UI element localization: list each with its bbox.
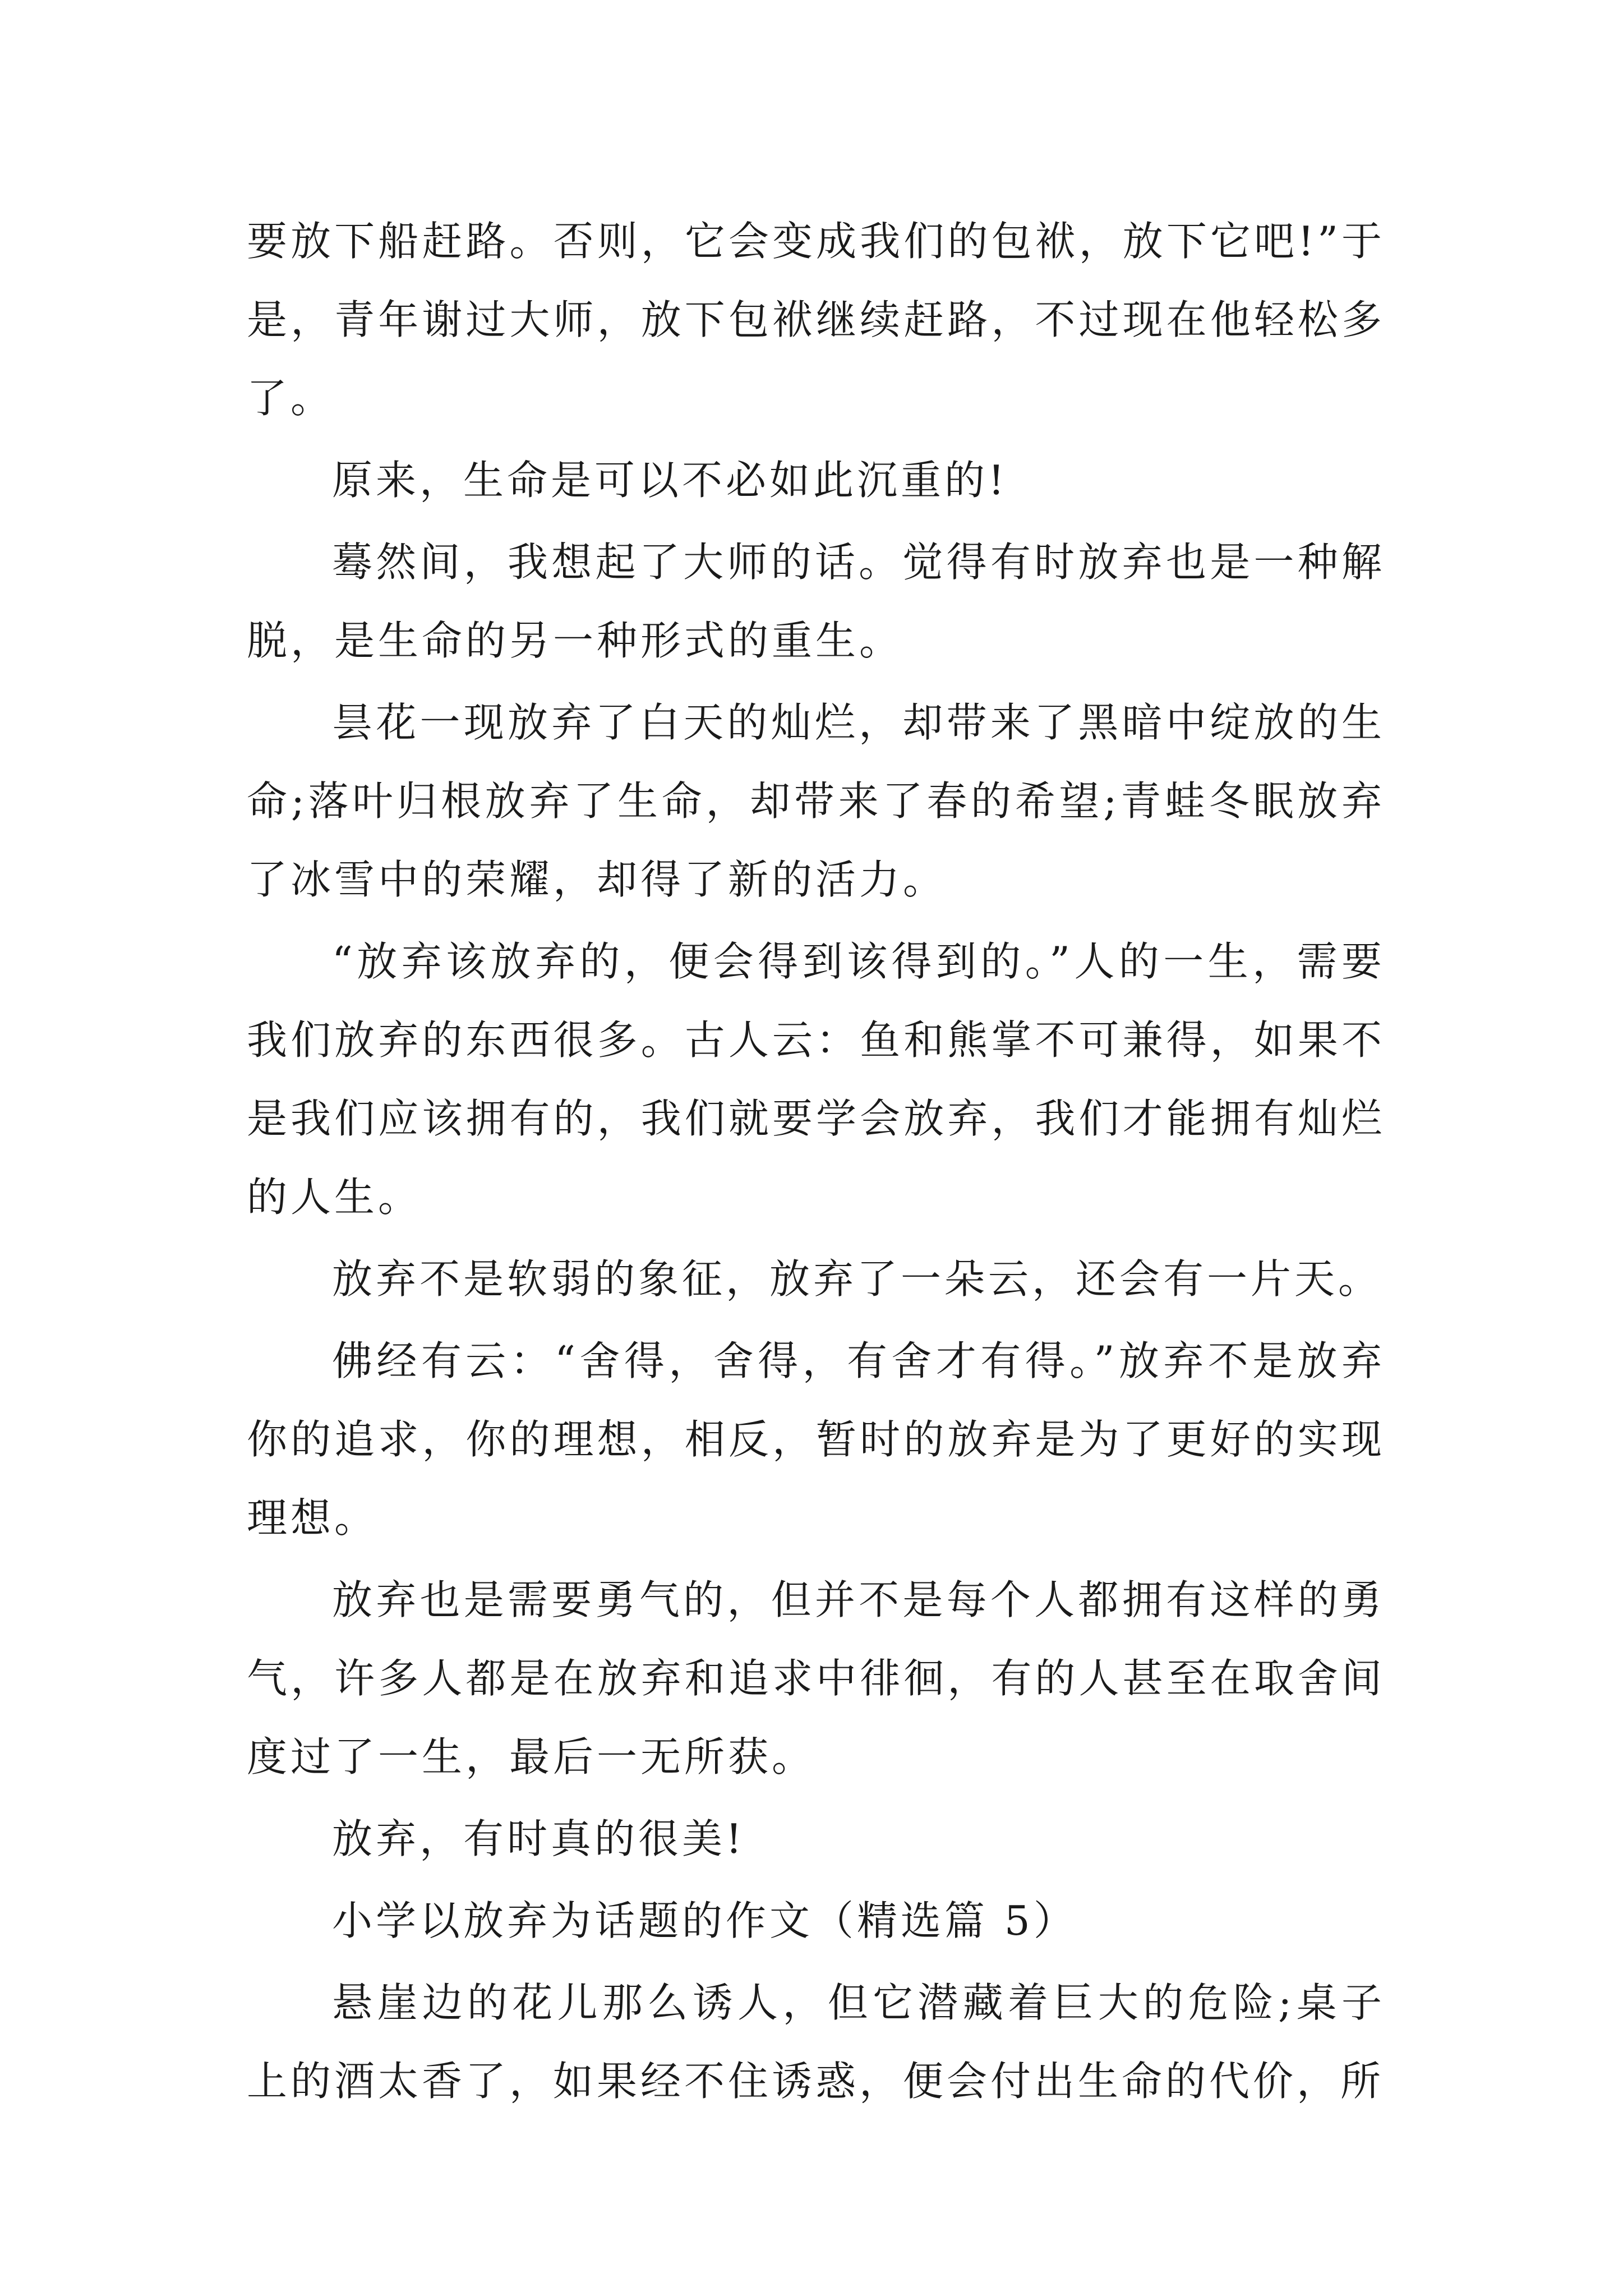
paragraph-9: 放弃，有时真的很美!	[332, 1815, 745, 1862]
paragraph-6: 放弃不是软弱的象征，放弃了一朵云，还会有一片天。	[332, 1255, 1382, 1303]
paragraph-7: 佛经有云：“舍得，舍得，有舍才有得。”放弃不是放弃你的追求，你的理想，相反，暂时的放弃是为了更好的实现理想。	[247, 1337, 1385, 1542]
paragraph-8: 放弃也是需要勇气的，但并不是每个人都拥有这样的勇气，许多人都是在放弃和追求中徘徊，有的人甚至在取舍间度过了一生，最后一无所获。	[247, 1576, 1385, 1780]
paragraph-2: 原来，生命是可以不必如此沉重的!	[332, 457, 1008, 504]
paragraph-closing: 悬崖边的花儿那么诱人，但它潜藏着巨大的危险;桌子上的酒太香了，如果经不住诱惑，便会付出生命的代价，所	[247, 1979, 1385, 2105]
paragraph-3: 蓦然间，我想起了大师的话。觉得有时放弃也是一种解脱，是生命的另一种形式的重生。	[247, 539, 1385, 664]
section-heading: 小学以放弃为话题的作文（精选篇 5）	[332, 1897, 1077, 1944]
paragraph-1: 要放下船赶路。否则，它会变成我们的包袱，放下它吧!”于是，青年谢过大师，放下包袱继续赶路，不过现在他轻松多了。	[247, 218, 1385, 422]
paragraph-4: 昙花一现放弃了白天的灿烂，却带来了黑暗中绽放的生命;落叶归根放弃了生命，却带来了春的希望;青蛙冬眠放弃了冰雪中的荣耀，却得了新的活力。	[247, 699, 1385, 903]
document-body	[247, 202, 1385, 2124]
paragraph-5: “放弃该放弃的，便会得到该得到的。”人的一生，需要我们放弃的东西很多。古人云：鱼和熊掌不可兼得，如果不是我们应该拥有的，我们就要学会放弃，我们才能拥有灿烂的人生。	[247, 938, 1385, 1221]
